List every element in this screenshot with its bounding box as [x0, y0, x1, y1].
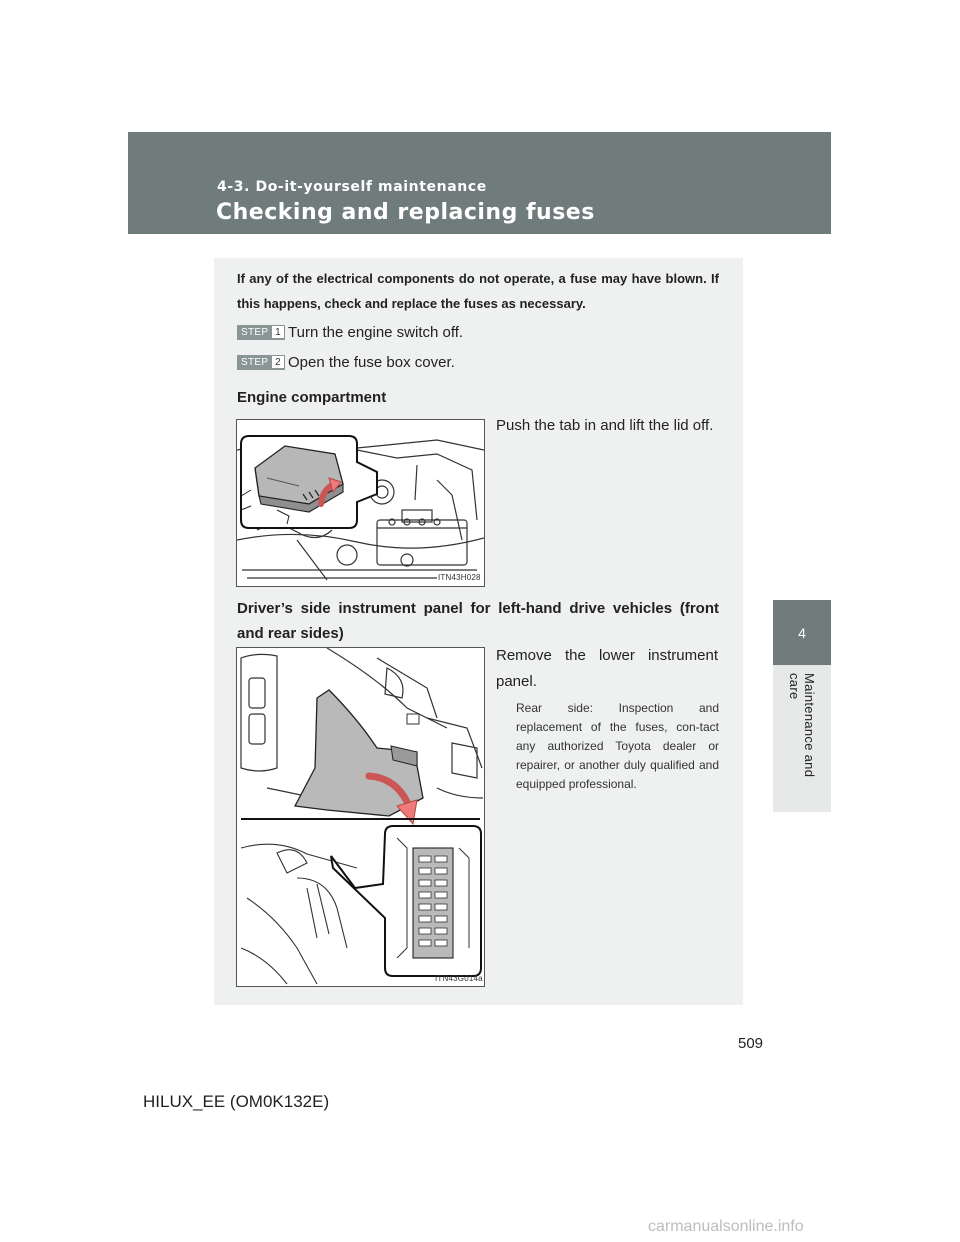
step-badge — [237, 355, 285, 370]
step-2 — [237, 351, 455, 373]
step-badge-number: 2 — [272, 356, 284, 368]
header-band — [128, 132, 831, 234]
chapter-number-tab[interactable] — [773, 600, 831, 665]
chapter-label-tab[interactable] — [773, 665, 831, 812]
page-number: 509 — [738, 1035, 764, 1052]
engine-compartment-figure — [236, 419, 485, 587]
instrument-panel-illustration — [237, 648, 484, 986]
engine-bay-illustration — [237, 420, 484, 586]
engine-compartment-heading: Engine compartment — [237, 389, 387, 406]
step-1 — [237, 321, 463, 343]
figure-code: ITN43H028 — [438, 573, 481, 582]
chapter-number: 4 — [798, 624, 806, 641]
instrument-panel-figure — [236, 647, 485, 987]
chapter-label: Maintenance and care — [787, 673, 817, 778]
model-code: HILUX_EE (OM0K132E) — [143, 1092, 330, 1111]
step-badge — [237, 325, 285, 340]
step-text: Turn the engine switch off. — [288, 323, 464, 341]
instrument-panel-heading: Driver’s side instrument panel for left-hand drive vehicles (front and rear sides) — [237, 600, 719, 642]
step-text: Open the fuse box cover. — [288, 353, 455, 371]
content-box — [214, 258, 743, 1005]
step-badge-label: STEP — [241, 326, 269, 338]
engine-compartment-instruction: Push the tab in and lift the lid off. — [496, 417, 714, 434]
instrument-panel-instruction: Remove the lower instrument panel. — [496, 647, 718, 690]
instrument-panel-note: Rear side: Inspection and replacement of the fuses, con-tact any authorized Toyota dealer or repairer, or another duly qualified and equipped professional. — [516, 701, 719, 791]
intro-text: If any of the electrical components do not operate, a fuse may have blown. If this happens, check and replace the fuses as necessary. — [237, 271, 719, 311]
section-label: 4-3. Do-it-yourself maintenance — [217, 179, 487, 195]
step-badge-number: 1 — [272, 326, 284, 338]
step-badge-label: STEP — [241, 356, 269, 368]
figure-code: ITN43G014a — [435, 974, 483, 983]
watermark[interactable]: carmanualsonline.info — [648, 1218, 804, 1235]
page-title: Checking and replacing fuses — [216, 200, 595, 225]
